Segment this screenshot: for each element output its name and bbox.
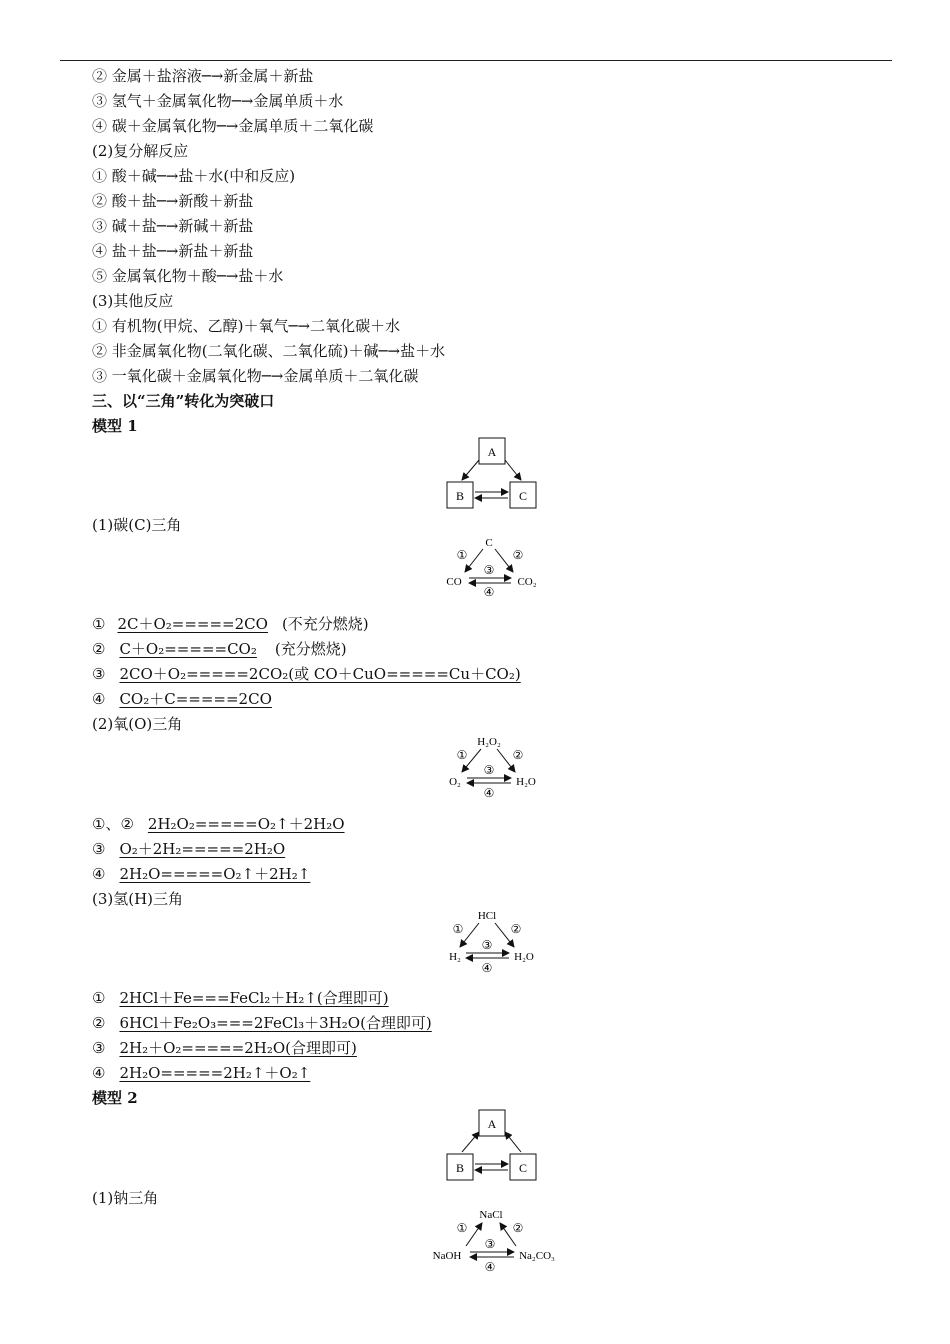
answer-number: ② <box>92 1014 106 1032</box>
answer-blank <box>105 690 287 708</box>
answer-line <box>92 1063 326 1083</box>
subsection-heading: (3)其他反应 <box>92 292 174 310</box>
reaction-line: ② 非金属氧化物(二氧化碳、二氧化硫)＋碱─→盐＋水 <box>92 342 446 360</box>
sodium-left-label: NaOH <box>432 1250 462 1262</box>
oxygen-top-label: H₂O₂ <box>477 736 501 748</box>
carbon-left-label: CO <box>446 576 462 588</box>
answer-blank <box>105 640 274 658</box>
answer-number: ④ <box>92 690 106 708</box>
step-1-label: ① <box>452 922 464 936</box>
step-3-label: ③ <box>484 1237 496 1251</box>
answer-number: ④ <box>92 865 106 883</box>
answer-blank <box>105 665 538 683</box>
sodium-triangle-diagram <box>420 1204 565 1276</box>
model-heading: 模型 1 <box>92 417 138 435</box>
triangle-heading: (1)钠三角 <box>92 1189 159 1207</box>
step-1-label: ① <box>456 748 468 762</box>
reaction-line: ② 金属＋盐溶液─→新金属＋新盐 <box>92 67 314 85</box>
answer-equation: CO₂＋C=====2CO <box>119 690 272 708</box>
step-4-label: ④ <box>483 786 495 799</box>
box-label-left: B <box>455 489 465 503</box>
answer-line <box>92 1013 448 1033</box>
answer-blank <box>105 1064 326 1082</box>
answer-number: ④ <box>92 1064 106 1082</box>
carbon-top-label: C <box>485 537 493 549</box>
reaction-line: ② 酸＋盐─→新酸＋新盐 <box>92 192 254 210</box>
box-label-right: C <box>518 489 528 503</box>
step-2-label: ② <box>512 548 524 562</box>
oxygen-left-label: O₂ <box>449 776 461 788</box>
box-label-left: B <box>455 1161 465 1175</box>
step-1-label: ① <box>456 548 468 562</box>
answer-equation: 2H₂O₂=====O₂↑＋2H₂O <box>147 815 345 833</box>
reaction-line: ③ 碱＋盐─→新碱＋新盐 <box>92 217 254 235</box>
reaction-line: ⑤ 金属氧化物＋酸─→盐＋水 <box>92 267 284 285</box>
reaction-line: ③ 氢气＋金属氧化物─→金属单质＋水 <box>92 92 344 110</box>
oxygen-right-label: H₂O <box>516 776 536 788</box>
answer-number: ③ <box>92 840 106 858</box>
triangle-heading: (3)氢(H)三角 <box>92 890 184 908</box>
answer-number: ① <box>92 989 106 1007</box>
hydrogen-top-label: HCl <box>477 910 497 922</box>
header-rule <box>60 60 892 61</box>
reaction-line: ③ 一氧化碳＋金属氧化物─→金属单质＋二氧化碳 <box>92 367 419 385</box>
answer-equation: O₂＋2H₂=====2H₂O <box>119 840 286 858</box>
step-3-label: ③ <box>483 563 495 577</box>
section-heading: 三、以“三角”转化为突破口 <box>92 392 275 410</box>
answer-equation: 2H₂＋O₂=====2H₂O(合理即可) <box>119 1039 357 1057</box>
answer-note: (不充分燃烧) <box>281 615 369 633</box>
step-2-label: ② <box>512 748 524 762</box>
answer-equation: 2H₂O=====O₂↑＋2H₂↑ <box>119 865 311 883</box>
answer-line <box>92 664 539 684</box>
answer-blank <box>105 1014 447 1032</box>
answer-line <box>92 639 347 659</box>
step-3-label: ③ <box>481 938 493 952</box>
answer-blank <box>134 815 361 833</box>
box-label-right: C <box>518 1161 528 1175</box>
answer-blank <box>105 615 282 633</box>
triangle-heading: (1)碳(C)三角 <box>92 516 182 534</box>
sodium-top-label: NaCl <box>479 1209 503 1221</box>
step-3-label: ③ <box>483 763 495 777</box>
answer-line <box>92 839 301 859</box>
answer-equation: C＋O₂=====CO₂ <box>119 640 257 658</box>
step-2-label: ② <box>510 922 522 936</box>
answer-blank <box>105 865 326 883</box>
carbon-right-label: CO₂ <box>517 576 537 588</box>
reaction-line: ④ 盐＋盐─→新盐＋新盐 <box>92 242 254 260</box>
answer-equation: 2HCl＋Fe===FeCl₂＋H₂↑(合理即可) <box>119 989 389 1007</box>
answer-line <box>92 864 326 884</box>
reaction-line: ① 有机物(甲烷、乙醇)＋氧气─→二氧化碳＋水 <box>92 317 401 335</box>
reaction-line: ④ 碳＋金属氧化物─→金属单质＋二氧化碳 <box>92 117 374 135</box>
hydrogen-triangle-diagram <box>435 905 550 975</box>
answer-number: ② <box>92 640 106 658</box>
answer-line <box>92 1038 373 1058</box>
answer-equation: 2CO＋O₂=====2CO₂(或 CO＋CuO=====Cu＋CO₂) <box>119 665 521 683</box>
answer-number: ③ <box>92 1039 106 1057</box>
answer-equation: 2C＋O₂=====2CO <box>117 615 268 633</box>
triangle-heading: (2)氧(O)三角 <box>92 715 183 733</box>
answer-number: ③ <box>92 665 106 683</box>
carbon-triangle-diagram <box>435 532 550 598</box>
answer-line <box>92 614 369 634</box>
step-4-label: ④ <box>484 1260 496 1274</box>
sodium-right-label: Na₂CO₃ <box>519 1250 555 1262</box>
oxygen-triangle-diagram <box>435 731 550 799</box>
reaction-line: ① 酸＋碱─→盐＋水(中和反应) <box>92 167 296 185</box>
answer-equation: 6HCl＋Fe₂O₃===2FeCl₃＋3H₂O(合理即可) <box>119 1014 432 1032</box>
step-4-label: ④ <box>483 585 495 598</box>
answer-number: ①、② <box>92 815 134 833</box>
model2-box-diagram <box>440 1106 545 1184</box>
box-label-top: A <box>487 445 497 459</box>
subsection-heading: (2)复分解反应 <box>92 142 189 160</box>
step-1-label: ① <box>456 1221 468 1235</box>
step-2-label: ② <box>512 1221 524 1235</box>
hydrogen-right-label: H₂O <box>514 951 534 963</box>
answer-number: ① <box>92 615 106 633</box>
answer-blank <box>105 989 404 1007</box>
answer-line <box>92 814 361 834</box>
hydrogen-left-label: H₂ <box>449 951 461 963</box>
answer-note: (充分燃烧) <box>274 640 347 658</box>
answer-equation: 2H₂O=====2H₂↑＋O₂↑ <box>119 1064 311 1082</box>
box-label-top: A <box>487 1117 497 1131</box>
model-heading: 模型 2 <box>92 1089 138 1107</box>
answer-blank <box>105 1039 372 1057</box>
answer-blank <box>105 840 301 858</box>
model1-box-diagram <box>440 434 545 512</box>
answer-line <box>92 689 288 709</box>
step-4-label: ④ <box>481 961 493 975</box>
answer-line <box>92 988 405 1008</box>
